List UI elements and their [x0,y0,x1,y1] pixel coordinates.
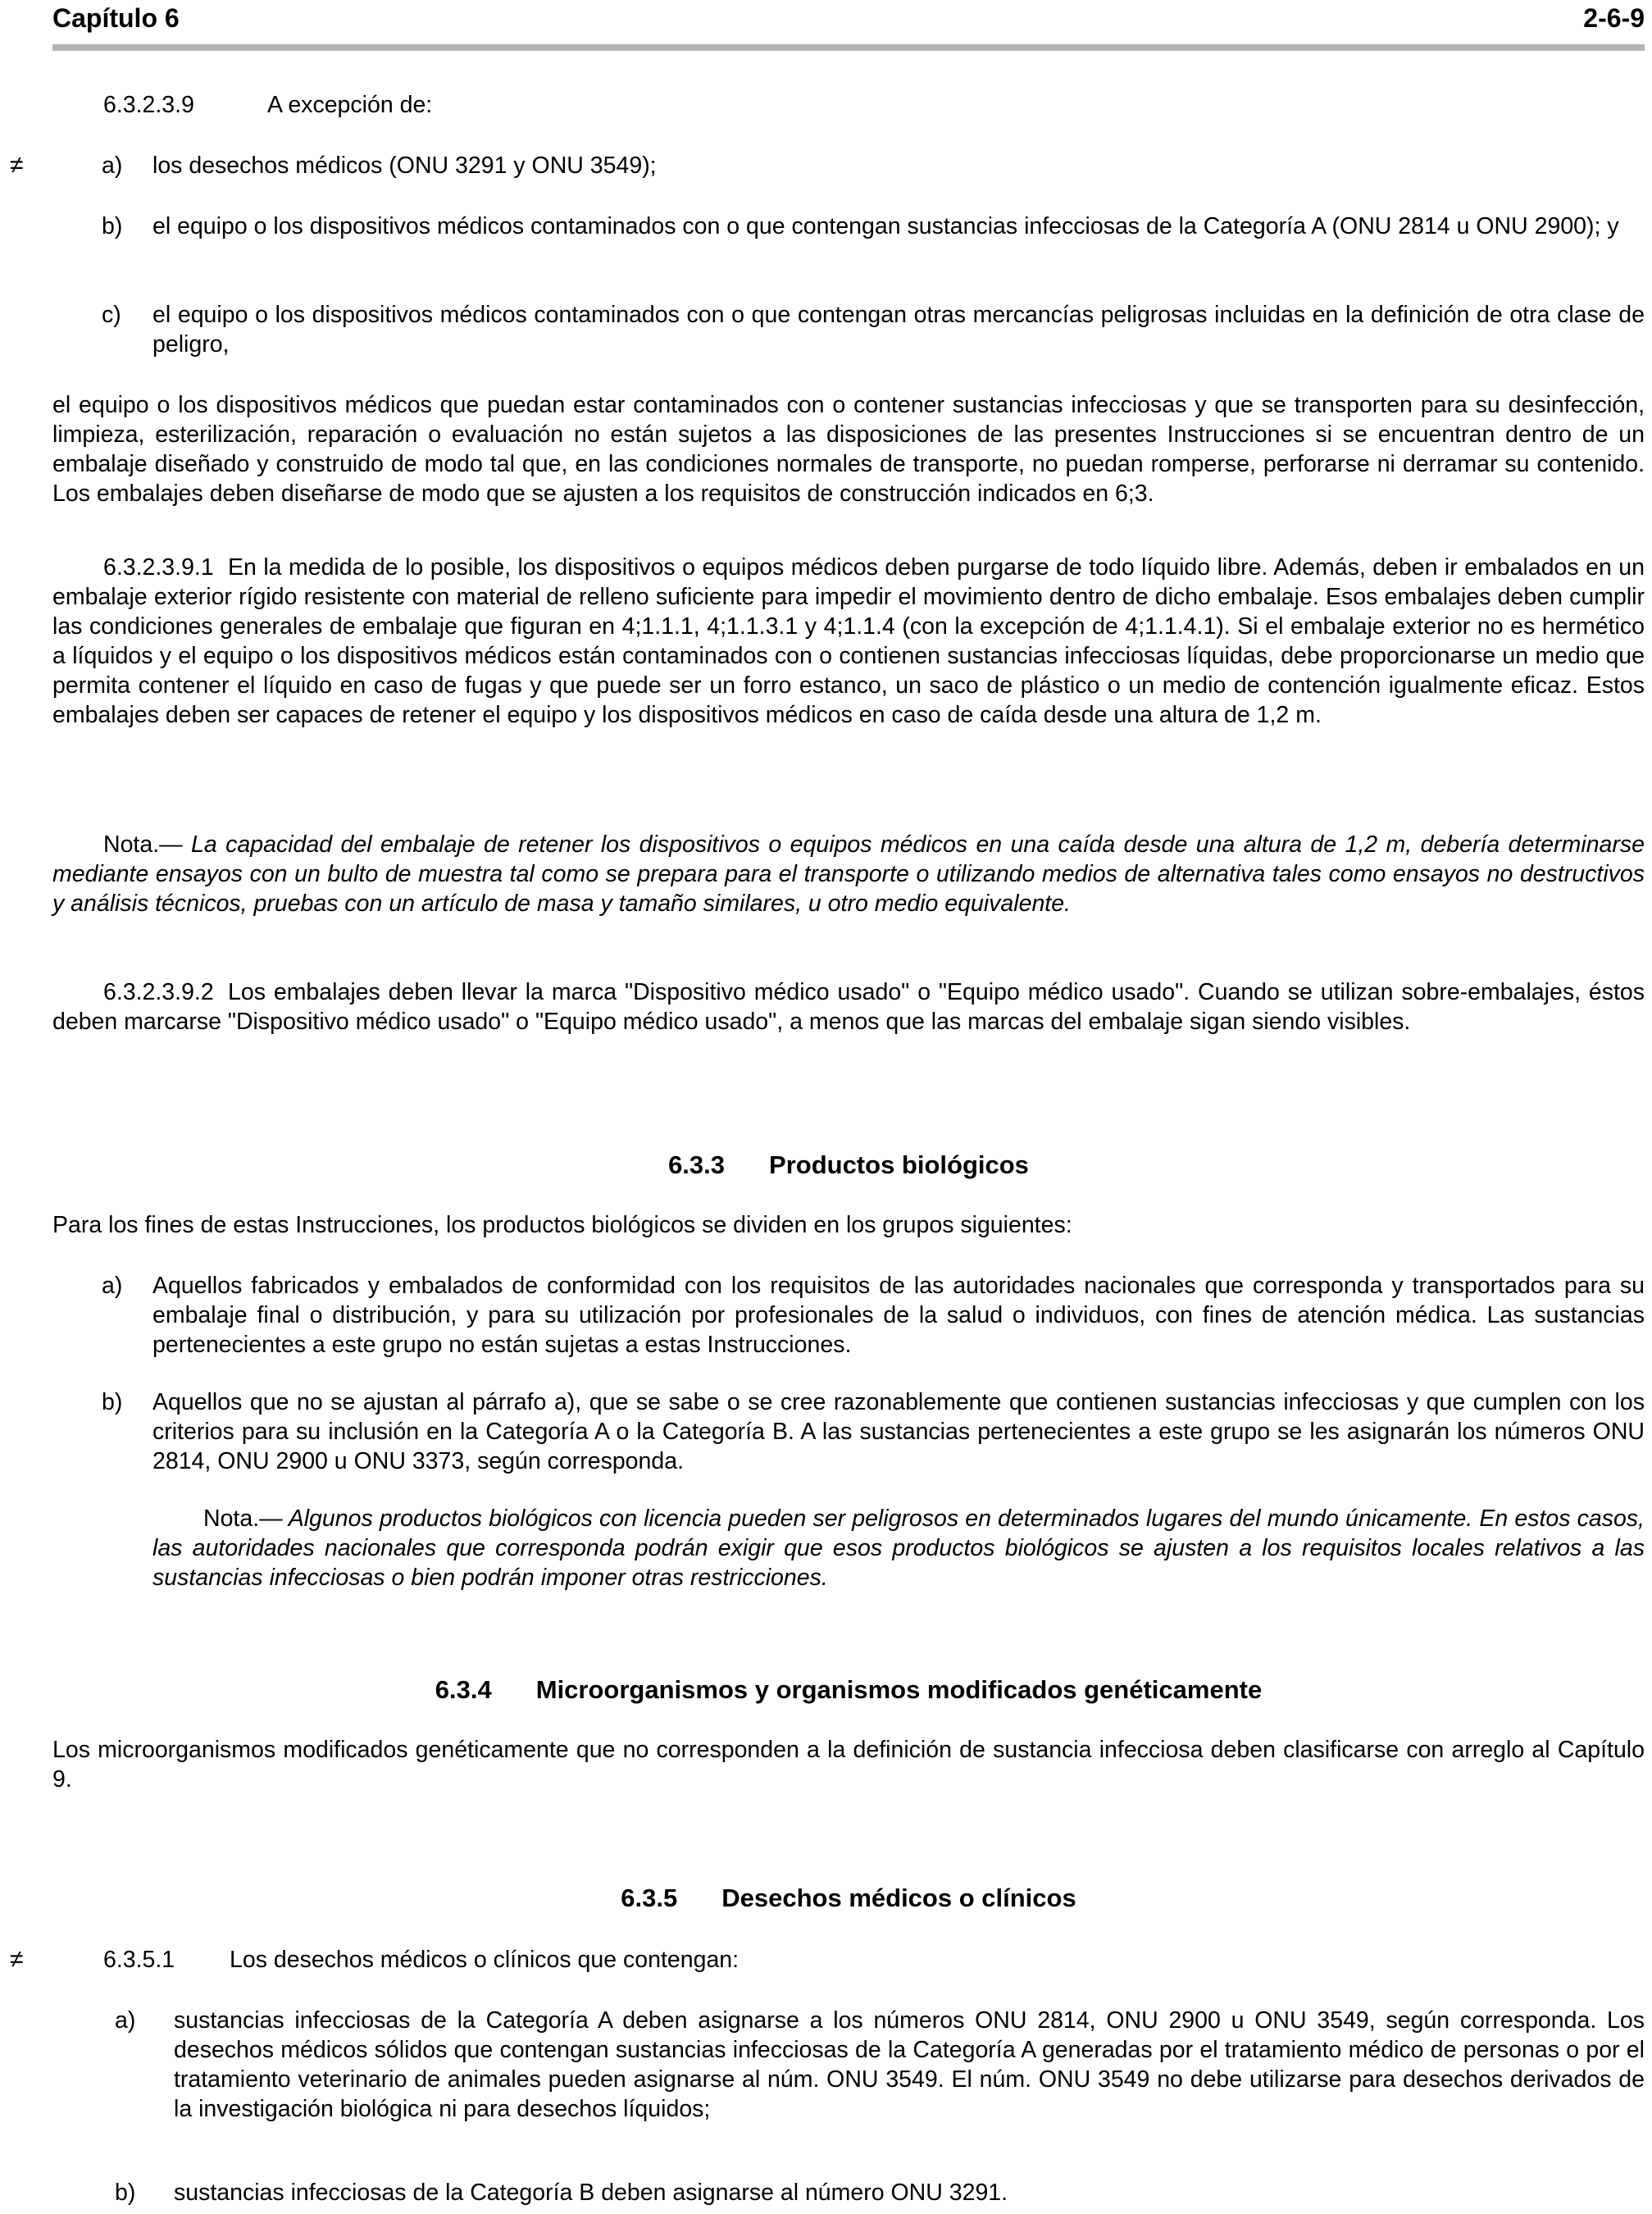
note-text: Algunos productos biológicos con licencia pueden ser peligrosos en determinados lugares del mundo únicamente. En estos casos, las autoridades nacionales que corresponda podrán exigir que esos productos biológicos se ajusten a los requisitos locales relativos a las sustancias infecciosas o bien podrán imponer otras restricciones. [152,1506,1645,1591]
section-6-3-2-3-9-1 [52,553,1645,730]
section-number: 6.3.2.3.9.2 [103,979,214,1005]
section-heading-6-3-5 [52,1883,1645,1914]
body-paragraph: Los microorganismos modificados genéticamente que no corresponden a la definición de sustancia infecciosa deben clasificarse con arreglo al Capítulo 9. [52,1737,1645,1793]
section-6-3-2-3-9-lead [103,90,1645,120]
note-text: La capacidad del embalaje de retener los dispositivos o equipos médicos en una caída desde una altura de 1,2 m, debería determinarse mediante ensayos con un bulto de muestra tal como se prepara para el transporte o utilizando medios de alternativa tales como ensayos no destructivos y análisis técnicos, pruebas con un artículo de masa y tamaño similares, u otro medio equivalente. [52,831,1645,917]
item-text: los desechos médicos (ONU 3291 y ONU 3549); [152,153,657,179]
item-label: a) [102,1273,123,1299]
note-paragraph [152,1504,1645,1592]
list-item [0,151,1652,184]
section-number: 6.3.2.3.9.1 [103,554,214,581]
heading-title: Microorganismos y organismos modificados genéticamente [535,1675,1263,1704]
change-mark-icon: ≠ [10,1946,24,1973]
item-text: el equipo o los dispositivos médicos contaminados con o que contengan otras mercancías peligrosas incluidas en la definición de otra clase de peligro, [152,302,1645,358]
heading-title: Desechos médicos o clínicos [721,1884,1076,1912]
item-text: el equipo o los dispositivos médicos contaminados con o que contengan sustancias infecciosas de la Categoría A (ONU 2814 u ONU 2900); y [152,213,1619,239]
section-number: 6.3.2.3.9 [103,92,194,118]
item-label: a) [102,153,123,179]
change-mark-icon: ≠ [10,152,24,179]
section-6-3-2-3-9-2 [52,977,1645,1036]
heading-number: 6.3.3 [668,1150,726,1179]
item-text: Aquellos fabricados y embalados de conformidad con los requisitos de las autoridades nacionales que corresponda y transportados para su embalaje final o distribución, y para su utilización por profesionales de la salud o individuos, con fines de atención médica. Las sustancias pertenecientes a este grupo no están sujetas a estas Instrucciones. [152,1273,1645,1358]
item-label: b) [102,213,123,239]
list-item [0,2006,1652,2170]
page-number: 2-6-9 [1583,3,1645,33]
heading-number: 6.3.4 [435,1675,492,1704]
item-label: b) [115,2180,136,2206]
intro-paragraph: Para los fines de estas Instrucciones, los productos biológicos se dividen en los grupos siguientes: [52,1212,1072,1238]
heading-number: 6.3.5 [621,1884,678,1912]
section-heading-6-3-4 [52,1674,1645,1706]
section-text: Los embalajes deben llevar la marca "Dispositivo médico usado" o "Equipo médico usado". Cuando se utilizan sobre-embalajes, éstos deben marcarse "Dispositivo médico usado" o "Equipo médico usado", a menos que las marcas del embalaje sigan siendo visibles. [52,979,1645,1035]
note-label: Nota.— [203,1506,283,1532]
list-item [0,1271,1652,1369]
lead-text: A excepción de: [267,92,433,118]
list-item [0,212,1652,277]
item-label: a) [115,2007,136,2034]
item-label: c) [102,302,121,328]
body-paragraph: el equipo o los dispositivos médicos que puedan estar contaminados con o contener sustancias infecciosas y que se transporten para su desinfección, limpieza, esterilización, reparación o evaluación no están sujetos a las disposiciones de las presentes Instrucciones si se encuentran dentro de un embalaje diseñado y construido de modo tal que, en las condiciones normales de transporte, no puedan romperse, perforarse ni derramar su contenido. Los embalajes deben diseñarse de modo que se ajusten a los requisitos de construcción indicados en 6;3. [52,392,1645,507]
section-number: 6.3.5.1 [103,1947,175,1973]
item-text: Aquellos que no se ajustan al párrafo a), que se sabe o se cree razonablemente que contienen sustancias infecciosas y que cumplen con los criterios para su inclusión en la Categoría A o la Categoría B. A las sustancias pertenecientes a este grupo se les asignarán los números ONU 2814, ONU 2900 u ONU 3373, según corresponda. [152,1389,1645,1474]
list-item [0,300,1652,366]
list-item [0,2178,1652,2211]
item-text: sustancias infecciosas de la Categoría A deben asignarse a los números ONU 2814, ONU 2900 u ONU 3549, según corresponda. Los desechos médicos sólidos que contengan sustancias infecciosas de la Categoría A generadas por el tratamiento médico de personas o por el tratamiento veterinario de animales pueden asignarse al núm. ONU 3549. El núm. ONU 3549 no debe utilizarse para desechos derivados de la investigación biológica ni para desechos líquidos; [174,2007,1645,2122]
page-header [52,0,1645,51]
section-6-3-5-1-lead [103,1945,1645,1975]
lead-text: Los desechos médicos o clínicos que contengan: [230,1947,740,1973]
heading-title: Productos biológicos [769,1150,1029,1179]
list-item [0,1387,1652,1486]
chapter-title: Capítulo 6 [52,3,180,33]
note-paragraph [52,830,1645,918]
item-text: sustancias infecciosas de la Categoría B deben asignarse al número ONU 3291. [174,2180,1008,2206]
note-label: Nota.— [103,831,183,858]
section-heading-6-3-3 [52,1150,1645,1181]
item-label: b) [102,1389,123,1415]
section-text: En la medida de lo posible, los dispositivos o equipos médicos deben purgarse de todo líquido libre. Además, deben ir embalados en un embalaje exterior rígido resistente con material de relleno suficiente para impedir el movimiento dentro de dicho embalaje. Esos embalajes deben cumplir las condiciones generales de embalaje que figuran en 4;1.1.1, 4;1.1.3.1 y 4;1.1.4 (con la excepción de 4;1.1.4.1). Si el embalaje exterior no es hermético a líquidos y el equipo o los dispositivos médicos están contaminados con o contienen sustancias infecciosas líquidas, debe proporcionarse un medio que permita contener el líquido en caso de fugas y que puede ser un forro estanco, un saco de plástico o un medio de contención igualmente eficaz. Estos embalajes deben ser capaces de retener el equipo y los dispositivos médicos en caso de caída desde una altura de 1,2 m. [52,554,1645,728]
